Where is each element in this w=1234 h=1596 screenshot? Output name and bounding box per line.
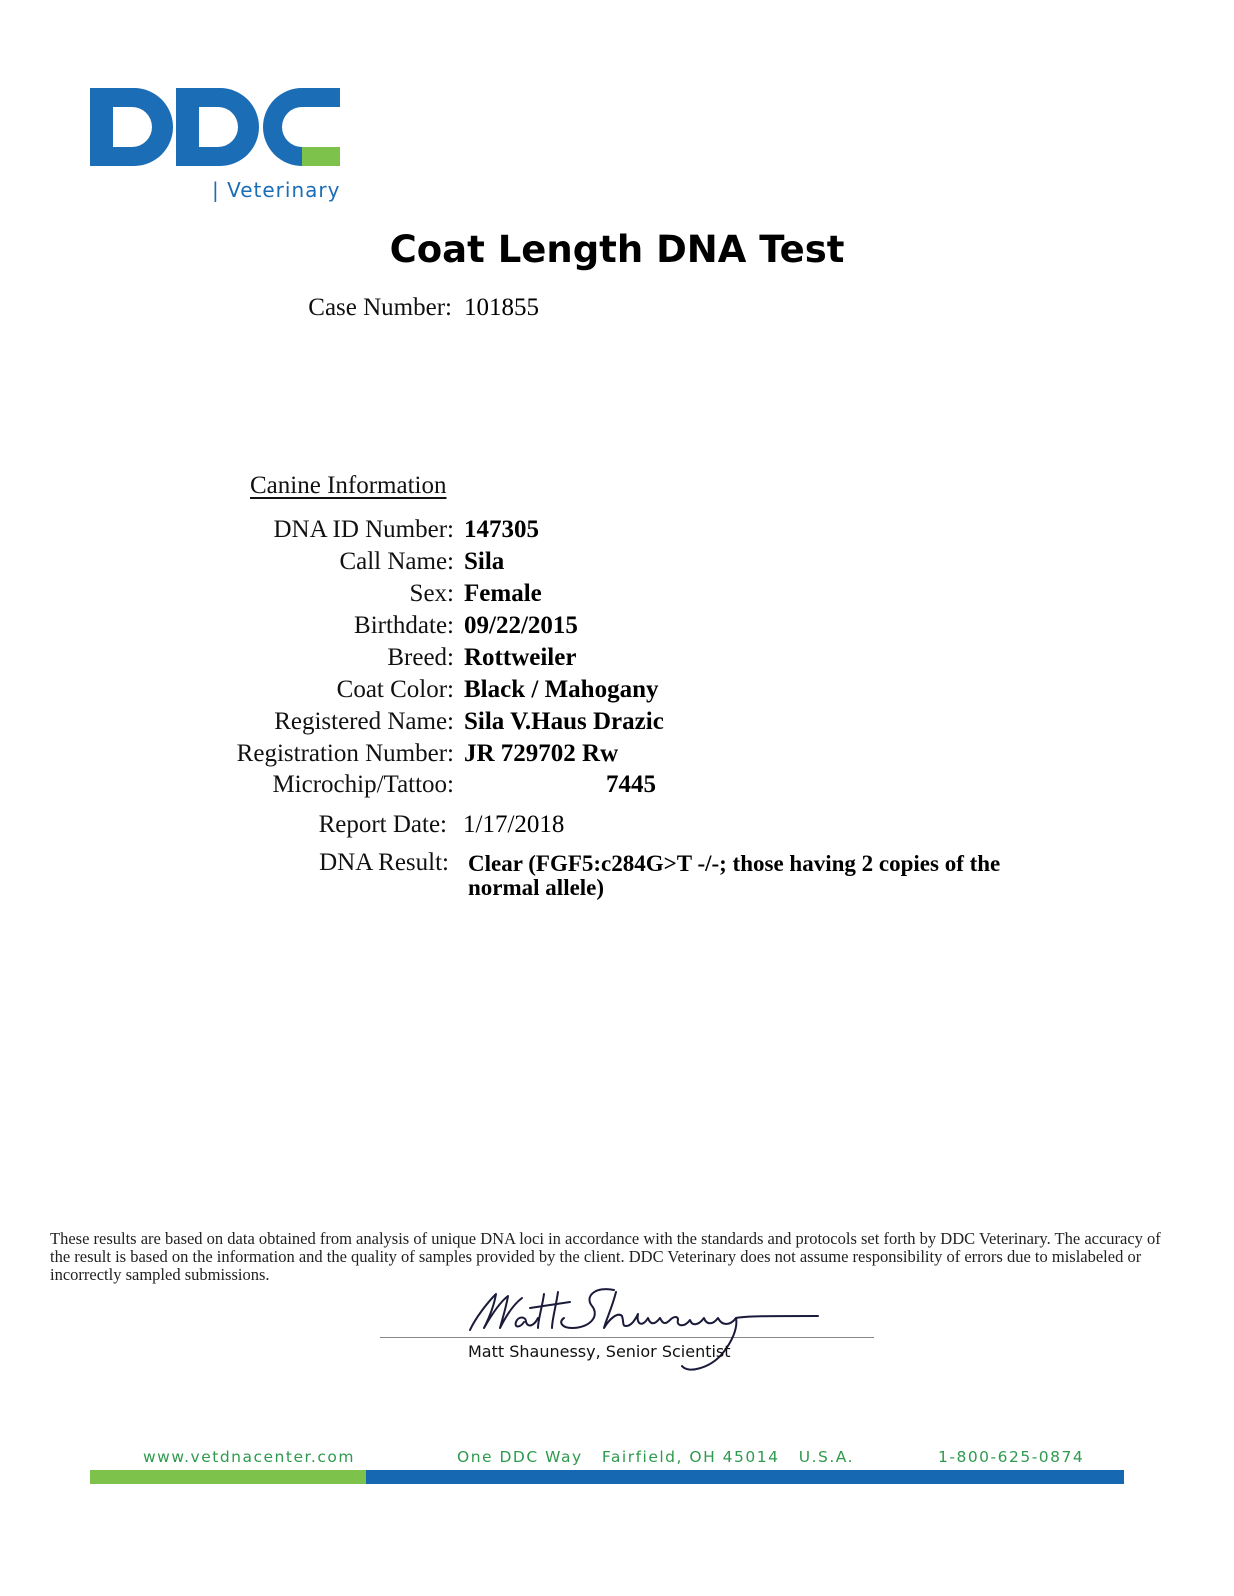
field-label: Registered Name: bbox=[274, 708, 454, 735]
footer-bar-green bbox=[90, 1470, 366, 1484]
field-value-breed: Rottweiler bbox=[464, 644, 577, 671]
field-value-dna-id: 147305 bbox=[464, 516, 539, 543]
field-value-coat-color: Black / Mahogany bbox=[464, 676, 659, 703]
field-value-call-name: Sila bbox=[464, 548, 505, 575]
case-number-label: Case Number: bbox=[308, 294, 452, 321]
dna-result-value: Clear (FGF5:c284G>T -/-; those having 2 copies of the normal allele) bbox=[468, 851, 1001, 900]
field-label: Registration Number: bbox=[236, 740, 454, 767]
field-label: Coat Color: bbox=[336, 676, 454, 703]
footer-phone: 1-800-625-0874 bbox=[938, 1448, 1085, 1466]
dna-result-label: DNA Result: bbox=[319, 849, 449, 876]
footer-address: One DDC Way Fairfield, OH 45014 U.S.A. bbox=[457, 1448, 855, 1466]
document-title: Coat Length DNA Test bbox=[389, 228, 845, 271]
report-date-value: 1/17/2018 bbox=[463, 811, 565, 838]
section-heading: Canine Information bbox=[250, 472, 447, 499]
field-value-sex: Female bbox=[464, 580, 542, 607]
handwritten-signature bbox=[466, 1282, 826, 1377]
logo-subtitle: | Veterinary bbox=[212, 178, 341, 202]
field-label: DNA ID Number: bbox=[273, 516, 454, 543]
field-label: Breed: bbox=[387, 644, 454, 671]
field-value-registered-name: Sila V.Haus Drazic bbox=[464, 708, 664, 735]
field-value-birthdate: 09/22/2015 bbox=[464, 612, 578, 639]
field-label: Call Name: bbox=[339, 548, 454, 575]
disclaimer-text: These results are based on data obtained from analysis of unique DNA loci in accordance with the standards and protocols set forth by DDC Veterinary. The accuracy of the result is based on the information and the quality of samples provided by the client. DDC Veterinary does not assume responsibility of errors due to mislabeled or incorrectly sampled submissions. bbox=[50, 1229, 1161, 1284]
footer-bar-blue bbox=[366, 1470, 1124, 1484]
case-number-value: 101855 bbox=[464, 294, 539, 321]
field-label: Birthdate: bbox=[354, 612, 454, 639]
footer-website[interactable]: www.vetdnacenter.com bbox=[143, 1448, 355, 1466]
field-value-registration-number: JR 729702 Rw bbox=[464, 740, 619, 767]
field-label: Microchip/Tattoo: bbox=[272, 771, 454, 798]
field-label: Sex: bbox=[409, 580, 454, 607]
signer-name: Matt Shaunessy, Senior Scientist bbox=[468, 1342, 731, 1361]
field-value-microchip: 7445 bbox=[606, 771, 656, 798]
report-date-label: Report Date: bbox=[318, 811, 447, 838]
